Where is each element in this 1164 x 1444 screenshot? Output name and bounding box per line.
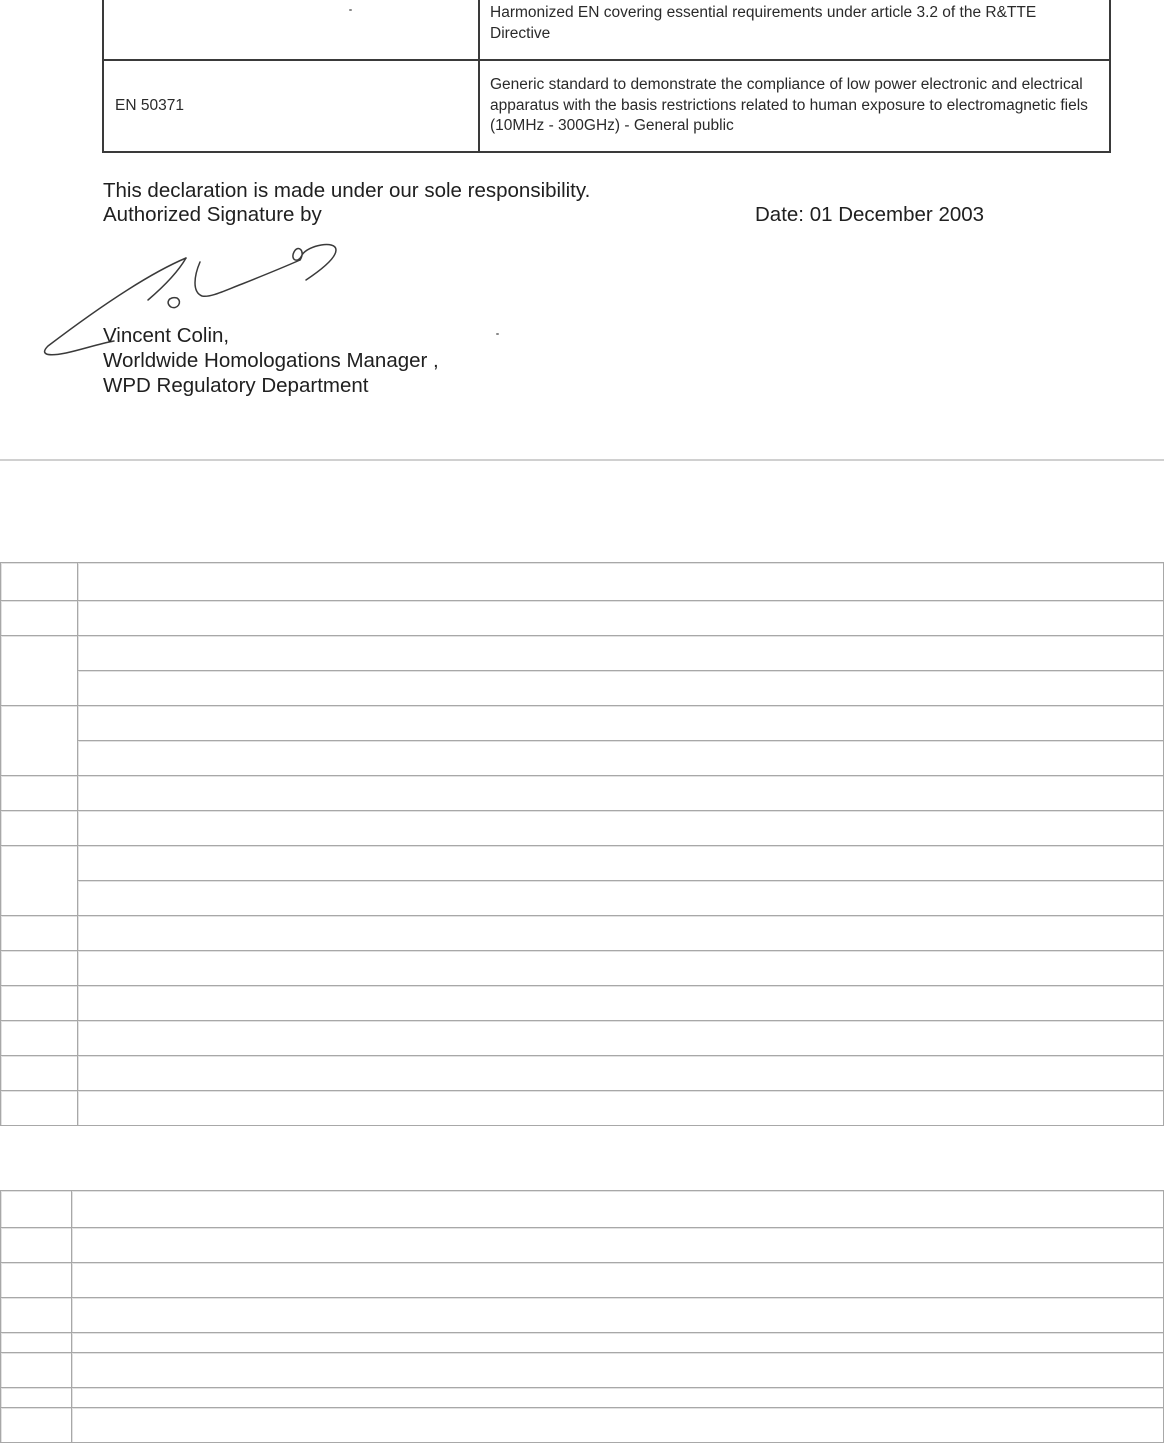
grid-cell-key bbox=[1, 1298, 72, 1333]
grid-cell-key bbox=[1, 951, 78, 986]
grid-cell-value bbox=[78, 916, 1164, 951]
grid-row bbox=[1, 563, 1164, 601]
standards-table bbox=[102, 0, 1111, 153]
grid-cell-value bbox=[78, 671, 1164, 706]
empty-grid-table bbox=[0, 562, 1164, 1126]
grid-cell-value bbox=[78, 881, 1164, 916]
scan-speck bbox=[349, 9, 352, 11]
grid-cell-key bbox=[1, 706, 78, 776]
grid-cell-value bbox=[72, 1408, 1164, 1443]
grid-row bbox=[1, 776, 1164, 811]
grid-cell-value bbox=[72, 1228, 1164, 1263]
grid-row bbox=[1, 706, 1164, 741]
grid-row bbox=[1, 951, 1164, 986]
grid-cell-key bbox=[1, 846, 78, 916]
scan-speck bbox=[496, 333, 499, 335]
grid-cell-key bbox=[1, 1263, 72, 1298]
grid-cell-key bbox=[1, 1408, 72, 1443]
grid-row bbox=[1, 1021, 1164, 1056]
grid-cell-value bbox=[78, 846, 1164, 881]
declaration-date: Date: 01 December 2003 bbox=[755, 203, 985, 226]
grid-row bbox=[1, 1091, 1164, 1126]
grid-row bbox=[1, 1056, 1164, 1091]
grid-cell-value bbox=[72, 1263, 1164, 1298]
grid-cell-value bbox=[78, 986, 1164, 1021]
grid-cell-key bbox=[1, 1091, 78, 1126]
grid-row bbox=[1, 916, 1164, 951]
grid-cell-key bbox=[1, 916, 78, 951]
grid-cell-value bbox=[78, 601, 1164, 636]
grid-cell-value bbox=[78, 741, 1164, 776]
grid-row bbox=[1, 601, 1164, 636]
grid-cell-value bbox=[78, 1091, 1164, 1126]
grid-row bbox=[1, 986, 1164, 1021]
grid-row bbox=[1, 811, 1164, 846]
grid-cell-key bbox=[1, 1228, 72, 1263]
grid-row bbox=[1, 1353, 1164, 1388]
grid-cell-key bbox=[1, 1021, 78, 1056]
scanned-declaration bbox=[0, 0, 1164, 460]
grid-cell-key bbox=[1, 811, 78, 846]
grid-cell-key bbox=[1, 986, 78, 1021]
grid-cell-key bbox=[1, 1191, 72, 1228]
grid-cell-value bbox=[78, 1056, 1164, 1091]
standard-name: EN 50371 bbox=[103, 60, 479, 152]
grid-cell-value bbox=[78, 951, 1164, 986]
grid-row bbox=[1, 846, 1164, 881]
grid-row bbox=[1, 1388, 1164, 1408]
grid-cell-key bbox=[1, 776, 78, 811]
grid-row bbox=[1, 741, 1164, 776]
empty-grid-table bbox=[0, 1190, 1164, 1443]
grid-cell-value bbox=[78, 776, 1164, 811]
grid-cell-value bbox=[78, 563, 1164, 601]
declaration-statement: This declaration is made under our sole responsibility. bbox=[103, 179, 591, 202]
standards-row bbox=[103, 60, 1110, 152]
grid-row bbox=[1, 1333, 1164, 1353]
grid-row bbox=[1, 671, 1164, 706]
grid-cell-key bbox=[1, 563, 78, 601]
grid-row bbox=[1, 1228, 1164, 1263]
grid-cell-key bbox=[1, 601, 78, 636]
grid-cell-value bbox=[78, 706, 1164, 741]
grid-cell-key bbox=[1, 636, 78, 706]
grid-cell-value bbox=[78, 1021, 1164, 1056]
standard-name bbox=[103, 0, 479, 60]
grid-cell-value bbox=[78, 811, 1164, 846]
grid-row bbox=[1, 1191, 1164, 1228]
grid-row bbox=[1, 1263, 1164, 1298]
grid-cell-value bbox=[72, 1333, 1164, 1353]
grid-cell-value bbox=[78, 636, 1164, 671]
grid-cell-key bbox=[1, 1333, 72, 1353]
signatory-name: Vincent Colin, bbox=[103, 324, 230, 347]
standard-description: Harmonized EN covering essential requirements under article 3.2 of the R&TTE Directive bbox=[479, 0, 1110, 60]
grid-cell-value bbox=[72, 1191, 1164, 1228]
signatory-department: WPD Regulatory Department bbox=[103, 374, 369, 397]
standards-row bbox=[103, 0, 1110, 60]
grid-cell-value bbox=[72, 1388, 1164, 1408]
grid-row bbox=[1, 881, 1164, 916]
standard-description: Generic standard to demonstrate the compliance of low power electronic and electrical apparatus with the basis restrictions related to human exposure to electromagnetic fiels (10MHz - 300GHz) - General public bbox=[479, 60, 1110, 152]
signature-label: Authorized Signature by bbox=[103, 203, 322, 226]
signatory-title: Worldwide Homologations Manager , bbox=[103, 349, 439, 372]
grid-cell-key bbox=[1, 1056, 78, 1091]
grid-cell-key bbox=[1, 1388, 72, 1408]
grid-row bbox=[1, 636, 1164, 671]
grid-row bbox=[1, 1298, 1164, 1333]
grid-cell-value bbox=[72, 1353, 1164, 1388]
section-divider bbox=[0, 459, 1164, 461]
grid-cell-key bbox=[1, 1353, 72, 1388]
grid-cell-value bbox=[72, 1298, 1164, 1333]
grid-row bbox=[1, 1408, 1164, 1443]
